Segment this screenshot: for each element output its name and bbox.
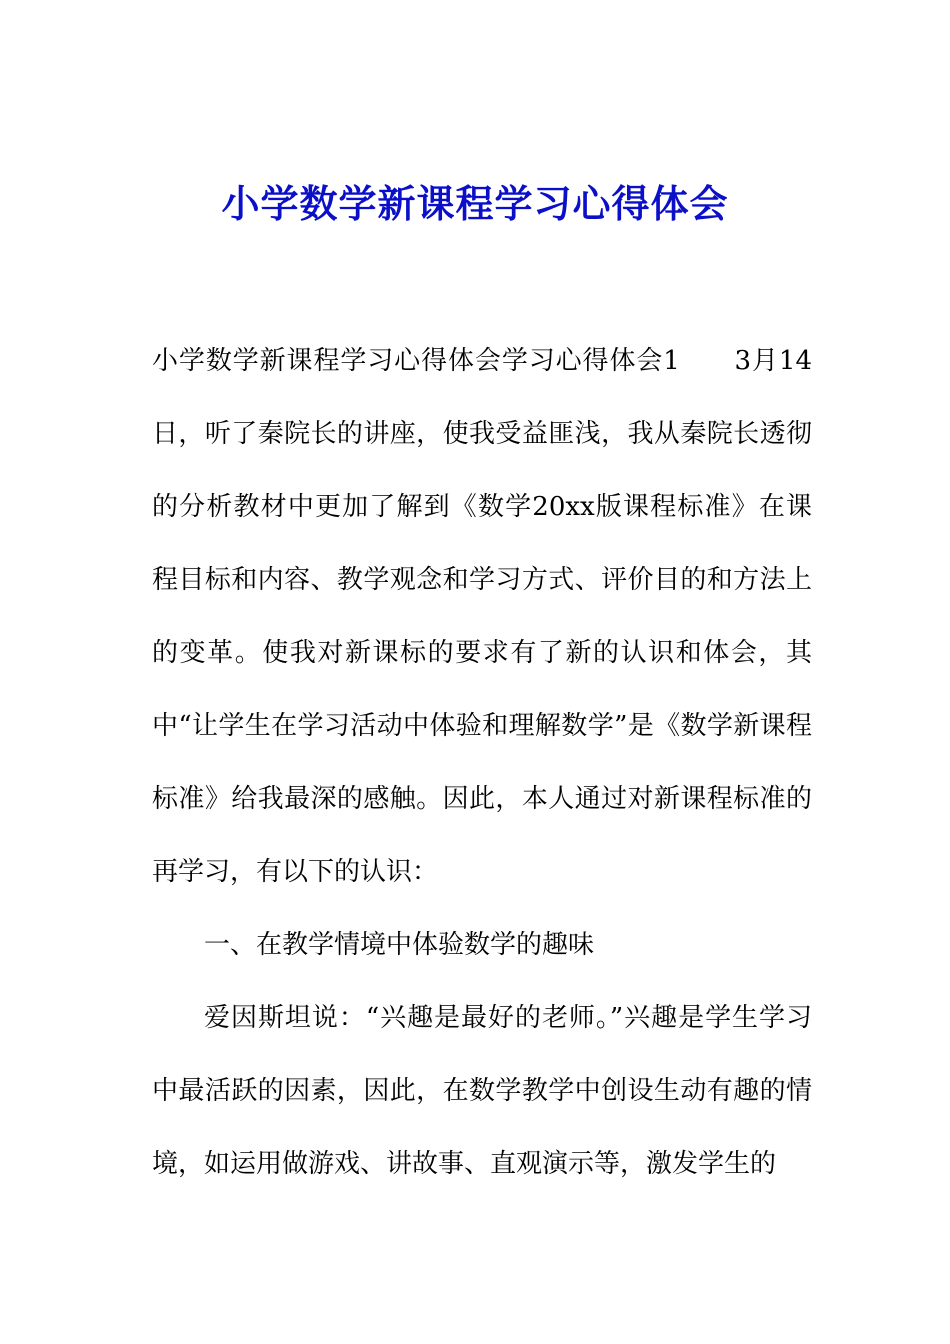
document-title: 小学数学新课程学习心得体会 xyxy=(221,181,729,226)
document-body xyxy=(152,325,812,1201)
paragraph-einstein-quote: 爱因斯坦说：“兴趣是最好的老师。”兴趣是学生学习中最活跃的因素，因此，在数学教学中创设生动有趣的情境，如运用做游戏、讲故事、直观演示等，激发学生的 xyxy=(152,1003,812,1179)
paragraph-section-heading: 一、在教学情境中体验数学的趣味 xyxy=(204,930,595,960)
paragraph-intro: 小学数学新课程学习心得体会学习心得体会1 3月14日，听了秦院长的讲座，使我受益匪浅，我从秦院长透彻的分析教材中更加了解到《数学20xx版课程标准》在课程目标和内容、教学观念和学习方式、评价目的和方法上的变革。使我对新课标的要求有了新的认识和体会，其中“让学生在学习活动中体验和理解数学”是《数学新课程标准》给我最深的感触。因此，本人通过对新课程标准的再学习，有以下的认识： xyxy=(152,346,812,887)
